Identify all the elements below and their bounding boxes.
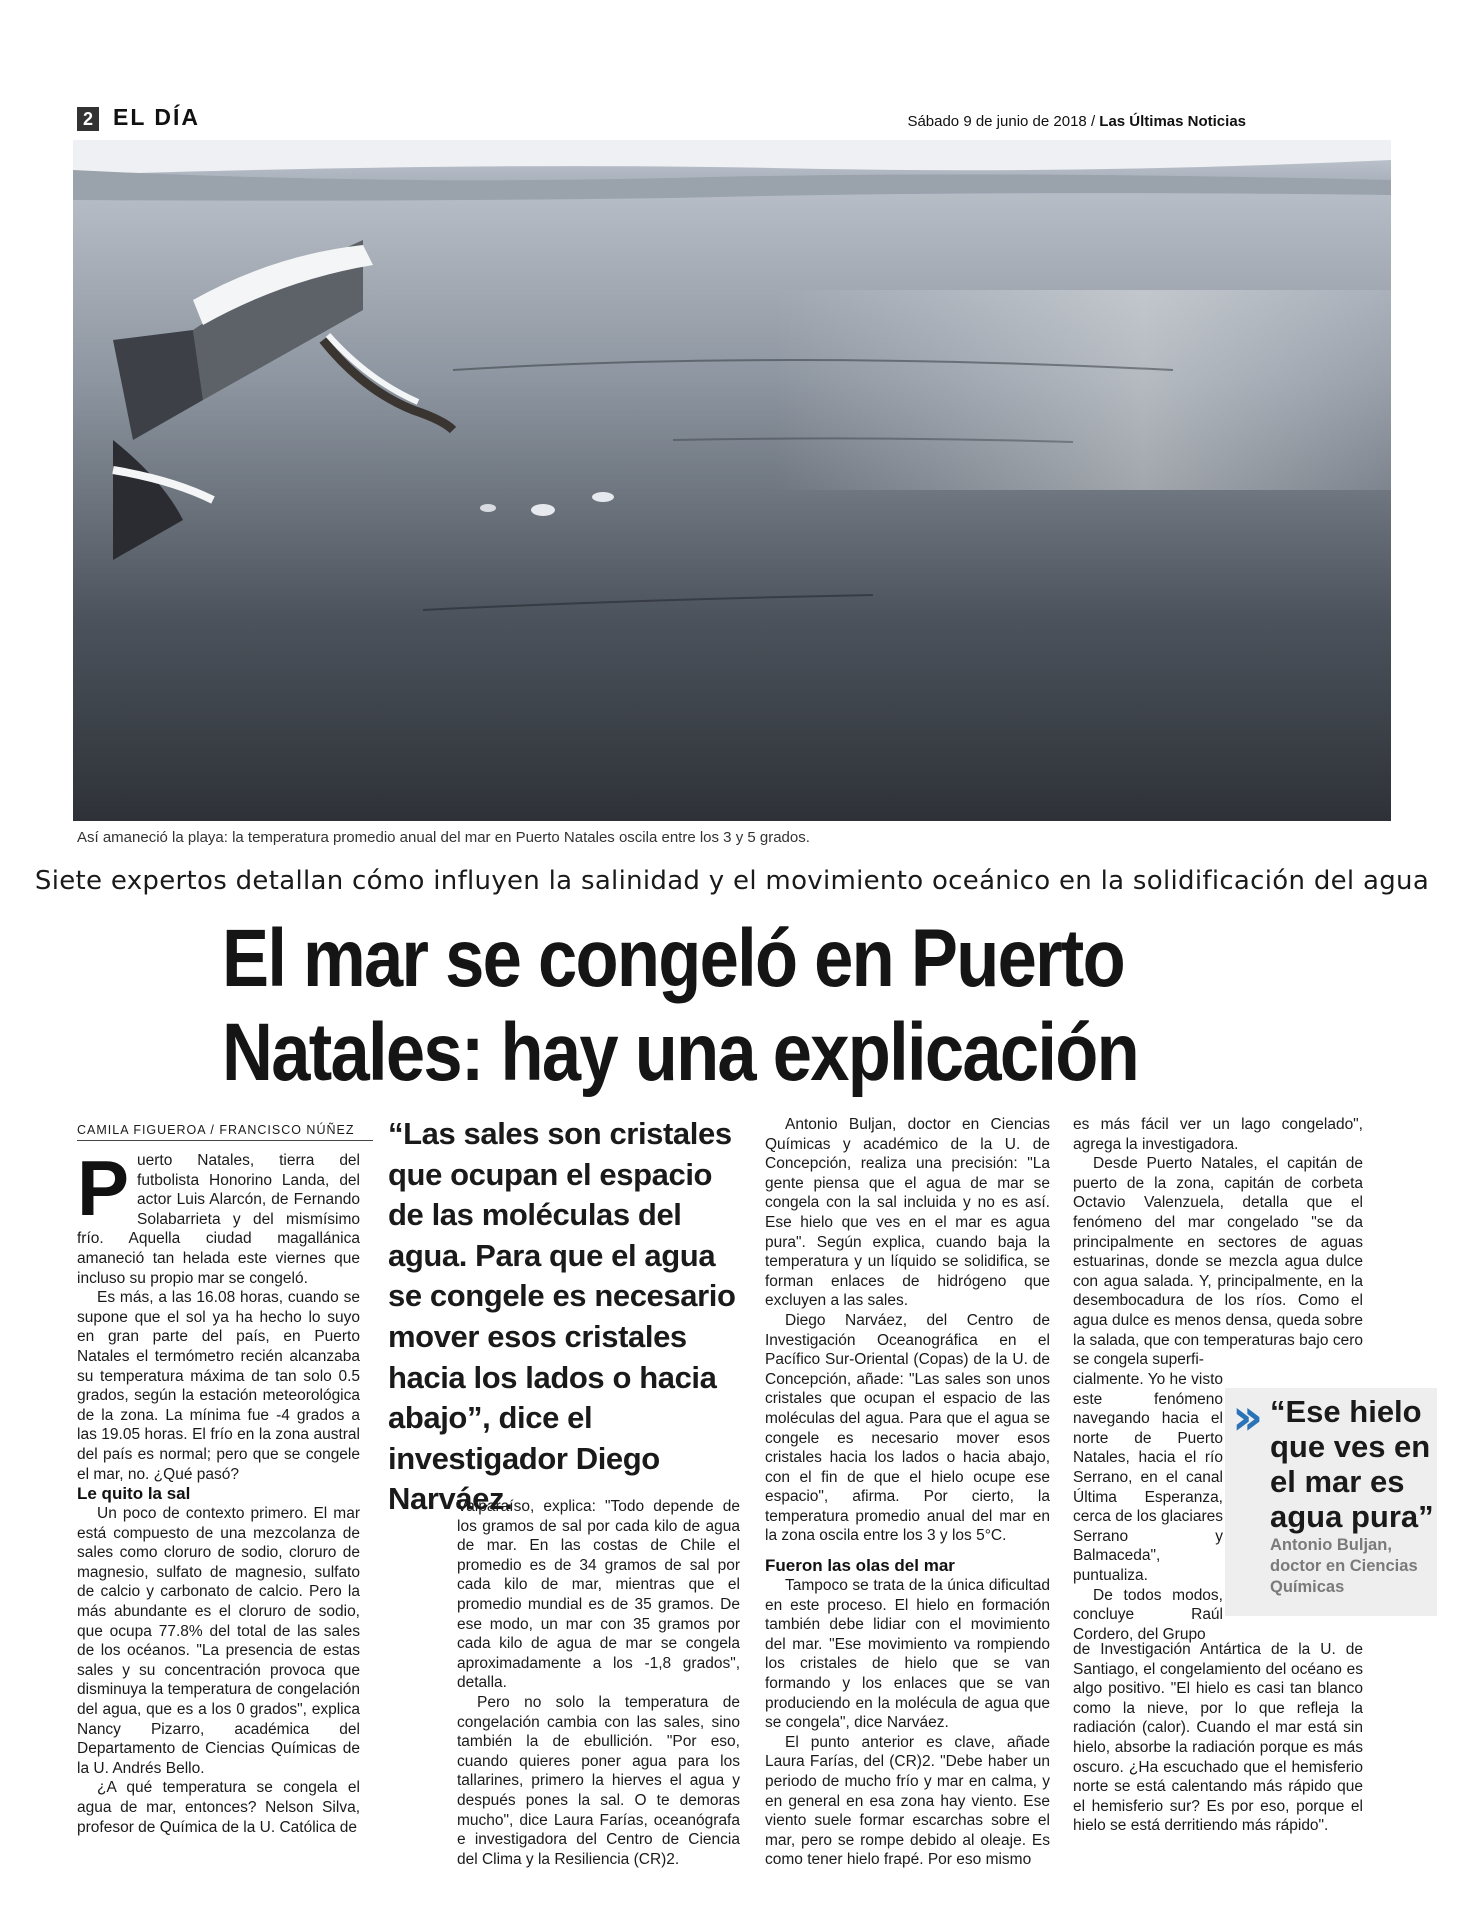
frozen-sea-photo [73, 140, 1391, 821]
double-chevron-icon: ›› [1232, 1388, 1254, 1446]
sidebar-quote: “Ese hielo que ves en el mar es agua pura” [1270, 1394, 1434, 1534]
paragraph: Es más, a las 16.08 horas, cuando se supone que el sol ya ha hecho lo suyo en gran parte del país, en Puerto Natales el termómetro recién alcanzaba su temperatura máxima de tan solo 0.5 grados, según la estación meteorológica de la zona. La mínima fue -4 grados a las 19.05 horas. El frío en la zona austral del país es normal; pero que se congele el mar, no. ¿Qué pasó? [77, 1289, 360, 1483]
paragraph: De todos modos, concluye Raúl Cordero, del Grupo [1073, 1586, 1223, 1643]
paragraph: El punto anterior es clave, añade Laura Farías, del (CR)2. "Debe haber un periodo de mucho frío y mar en calma, y en general en esa zona hay viento. Ese viento suele formar escarchas sobre el mar, pero se rompe debido al oleaje. Es como tener hielo frapé. Por eso mismo [765, 1733, 1050, 1869]
dateline [907, 113, 1246, 130]
article-column-4 [1073, 1115, 1363, 1370]
paragraph: Un poco de contexto primero. El mar está compuesto de una mezcolanza de sales como cloruro de sodio, cloruro de magnesio, sulfato de magnesio, sulfato de calcio y carbonato de calcio. Pero la más abundante es el cloruro de sodio, que ocupa 77.8% del total de las sales de los océanos. "La presencia de estas sales y su concentración provoca que disminuya la temperatura de congelación del agua, que es a los 0 grados", explica Nancy Pizarro, académica del Departamento de Ciencias Químicas de la U. Andrés Bello. [77, 1505, 360, 1777]
paragraph: Desde Puerto Natales, el capitán de puerto de la zona, capitán de corbeta Octavio Valenzuela, detalla que el fenómeno del mar congelado "se da principalmente en sectores de aguas estuarinas, donde se mezcla agua dulce con agua salada. Y, principalmente, en la desembocadura de los ríos. Como el agua dulce es menos densa, queda sobre la salada, que con temperaturas bajo cero se congela superfi- [1073, 1155, 1363, 1369]
article-column-4-lower [1073, 1640, 1363, 1836]
subheading: Fueron las olas del mar [765, 1556, 955, 1576]
headline-line-2: Natales: hay una explicación [222, 1007, 1138, 1098]
article-column-1 [77, 1144, 360, 1837]
headline-line-1: El mar se congeló en Puerto [222, 913, 1124, 1004]
paragraph: Diego Narváez, del Centro de Investigación Oceanográfica en el Pacífico Sur-Oriental (Copas) de la U. de Concepción, añade: "Las sales son unos cristales que ocupan el espacio de las moléculas del agua. Para que el agua se congele es necesario mover esos cristales hacia los lados o hacia abajo, con el fin de que el hielo ocupe ese espacio", afirma. Por cierto, la temperatura promedio anual del mar en la zona oscila entre los 3 y los 5°C. [765, 1311, 1050, 1545]
paragraph: ¿A qué temperatura se congela el agua de mar, entonces? Nelson Silva, profesor de Química de la U. Católica de [77, 1779, 360, 1836]
paragraph: Valparaíso, explica: "Todo depende de los gramos de sal por cada kilo de agua de mar. En las costas de Chile el promedio es de 34 gramos de sal por cada kilo de mar, mientras que el promedio mundial es de 35 gramos. De ese modo, un mar con 35 gramos por cada kilo de agua de mar se congela aproximadamente a los -1,8 grados", detalla. [457, 1498, 740, 1692]
section-title: EL DÍA [113, 104, 200, 130]
kicker: Siete expertos detallan cómo influyen la salinidad y el movimiento oceánico en la solidificación del agua [34, 866, 1430, 896]
paragraph: de Investigación Antártica de la U. de Santiago, el congelamiento del océano es algo positivo. "El hielo es casi tan blanco como la nieve, por lo que refleja la radiación (calor). Cuando el mar está sin hielo, absorbe la radiación porque es más oscuro. ¿Ha escuchado que el hemisferio norte se está calentando más rápido que el hemisferio sur? Es por eso, porque el hielo se está derritiendo más rápido". [1073, 1641, 1363, 1835]
paragraph: Tampoco se trata de la única dificultad en este proceso. El hielo en formación también debe lidiar con el movimiento del mar. "Ese movimiento va rompiendo los cristales de hielo que se van formando y los enlaces que se van produciendo en la molécula de agua que se congela", dice Narváez. [765, 1577, 1050, 1732]
article-column-3 [765, 1115, 1050, 1870]
page-number: 2 [77, 107, 99, 131]
paragraph: Pero no solo la temperatura de congelación cambia con las sales, sino también la de ebullición. "Por eso, cuando quieres poner agua para los tallarines, primero la hierves el agua y después pones la sal. O te demoras mucho", dice Laura Farías, oceanógrafa e investigadora del Centro de Ciencia del Clima y la Resiliencia (CR)2. [457, 1693, 740, 1868]
frozen-sea-illustration [73, 140, 1391, 821]
subheading: Le quito la sal [77, 1484, 191, 1504]
sidebar-quote-attribution: Antonio Buljan, doctor en Ciencias Químicas [1270, 1536, 1418, 1596]
paragraph-text: uerto Natales, tierra del futbolista Honorino Landa, del actor Luis Alarcón, de Fernando Solabarrieta y del mismísimo frío. Aquella ciudad magallánica amaneció tan helada este viernes que incluso su propio mar se congeló. [77, 1152, 360, 1287]
paragraph: Antonio Buljan, doctor en Ciencias Químicas y académico de la U. de Concepción, realiza una precisión: "La gente piensa que el agua de mar se congela con la sal incluida y no es así. Ese hielo que ves en el mar es agua pura". Según explica, cuando baja la temperatura y un líquido se solidifica, se forman enlaces de hidrógeno que excluyen a las sales. [765, 1116, 1050, 1310]
article-column-4-narrow [1073, 1370, 1223, 1644]
byline: CAMILA FIGUEROA / FRANCISCO NÚÑEZ [77, 1123, 373, 1141]
dateline-separator: / [1090, 113, 1096, 130]
newspaper-name: Las Últimas Noticias [1099, 113, 1246, 130]
article-column-2 [457, 1497, 740, 1869]
paragraph [77, 1144, 360, 1288]
paragraph: cialmente. Yo he visto este fenómeno navegando hacia el norte de Puerto Natales, hacia el río Serrano, en el canal Última Esperanza, cerca de los glaciares Serrano y Balmaceda", puntualiza. [1073, 1371, 1223, 1584]
photo-caption: Así amaneció la playa: la temperatura promedio anual del mar en Puerto Natales oscila entre los 3 y 5 grados. [77, 829, 810, 846]
pull-quote: “Las sales son cristales que ocupan el espacio de las moléculas del agua. Para que el agua se congele es necesario mover esos cristales hacia los lados o hacia abajo”, dice el investigador Diego Narváez. [388, 1116, 736, 1517]
date: Sábado 9 de junio de 2018 [907, 113, 1087, 130]
paragraph: es más fácil ver un lago congelado", agrega la investigadora. [1073, 1116, 1363, 1153]
drop-cap: P [77, 1144, 130, 1232]
headline [222, 912, 1168, 1100]
